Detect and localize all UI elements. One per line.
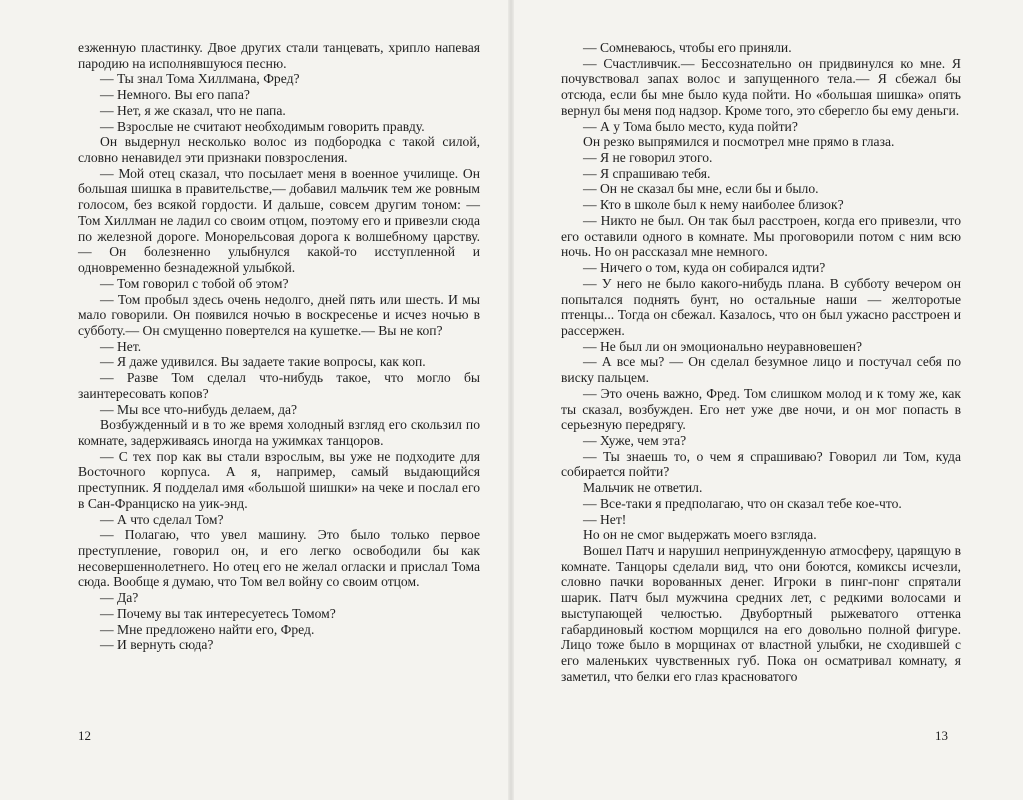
paragraph: — Да? bbox=[100, 590, 139, 606]
paragraph: — Счастливчик.— Бессознательно он придвинулся ко мне. Я почувствовал запах волос и запущенного тела.— Я сбежал бы отсюда, если бы мне было куда пойти. Но «большая шишка» опять вернул бы меня под надзор. Кроме того, это сберегло бы ему деньги. bbox=[561, 55, 961, 118]
paragraph: Мальчик не ответил. bbox=[583, 480, 703, 496]
paragraph: — Нет. bbox=[100, 338, 142, 354]
paragraph: — А все мы? — Он сделал безумное лицо и постучал себя по виску пальцем. bbox=[561, 354, 961, 386]
paragraph: — Нет! bbox=[583, 511, 627, 527]
paragraph: — У него не было какого-нибудь плана. В субботу вечером он попытался поднять бунт, но остальные наши — желторотые птенцы... Тогда он сбежал. Казалось, что он был ужасно расстроен и рассержен. bbox=[561, 275, 961, 338]
paragraph: — Мой отец сказал, что посылает меня в военное училище. Он большая шишка в правительстве,— добавил мальчик тем же ровным голосом, без всякой гордости. И дальше, совсем другим тоном: — Том Хиллман не ладил со своим отцом, поэтому его и привезли сюда по железной дороге. Монорельсовая дорога к волшебному царству.— Он болезненно улыбнулся какой-то исступленной и одновременно безнадежной улыбкой. bbox=[78, 165, 480, 276]
paragraph: — Том пробыл здесь очень недолго, дней пять или шесть. И мы мало говорили. Он появился ночью в воскресенье и исчез ночью в субботу.— Он смущенно повертелся на кушетке.— Вы не коп? bbox=[78, 291, 480, 338]
paragraph: — Хуже, чем эта? bbox=[583, 432, 687, 448]
paragraph: — Сомневаюсь, чтобы его приняли. bbox=[583, 40, 792, 55]
right-page-text bbox=[561, 40, 961, 684]
paragraph: — Полагаю, что увел машину. Это было только первое преступление, говорил он, и его легко освободили бы как несовершеннолетнего. Но отец его не желал огласки и прислал Тома сюда. Вообще я думаю, что Том вел войну со своим отцом. bbox=[78, 527, 480, 590]
left-page-text bbox=[78, 40, 480, 653]
paragraph: — И вернуть сюда? bbox=[100, 637, 214, 653]
paragraph: — Разве Том сделал что-нибудь такое, что могло бы заинтересовать копов? bbox=[78, 370, 480, 401]
paragraph: — Ты знал Тома Хиллмана, Фред? bbox=[100, 71, 300, 87]
paragraph: — Я спрашиваю тебя. bbox=[583, 165, 711, 181]
paragraph: — Мы все что-нибудь делаем, да? bbox=[100, 401, 298, 417]
paragraph: Но он не смог выдержать моего взгляда. bbox=[583, 527, 817, 543]
paragraph: — Ты знаешь то, о чем я спрашиваю? Говорил ли Том, куда собирается пойти? bbox=[561, 448, 961, 480]
book-gutter bbox=[508, 0, 514, 800]
paragraph: — Он не сказал бы мне, если бы и было. bbox=[583, 181, 819, 197]
paragraph: — Почему вы так интересуетесь Томом? bbox=[100, 605, 336, 621]
paragraph: — Кто в школе был к нему наиболее близок? bbox=[583, 197, 844, 213]
paragraph: — Не был ли он эмоционально неуравновешен? bbox=[583, 338, 863, 354]
paragraph: езженную пластинку. Двое других стали танцевать, хрипло напевая пародию на исполнявшуюся песню. bbox=[78, 40, 480, 71]
paragraph: Вошел Патч и нарушил непринужденную атмосферу, царящую в комнате. Танцоры сделали вид, что они боются, комиксы исчезли, словно пачки ворованных денег. Игроки в пинг-понг спрятали шарик. Патч был мужчина средних лет, с редкими волосами и выступающей челюстью. Двубортный рыжеватого оттенка габардиновый костюм морщился на его довольно полной фигуре. Лицо тоже было в морщинах от властной улыбки, не сходившей с его маленьких чувственных губ. Пока он осматривал комнату, я заметил, что белки его глаз красноватого bbox=[561, 543, 961, 684]
page-number-right: 13 bbox=[935, 728, 948, 743]
paragraph: — Нет, я же сказал, что не папа. bbox=[100, 102, 286, 118]
paragraph: — Я не говорил этого. bbox=[583, 150, 713, 166]
paragraph: — Ничего о том, куда он собирался идти? bbox=[583, 260, 826, 276]
paragraph: — Мне предложено найти его, Фред. bbox=[100, 621, 315, 637]
paragraph: — Это очень важно, Фред. Том слишком молод и к тому же, как ты сказал, возбужден. Его нет уже две ночи, и он мог попасть в серьезную передрягу. bbox=[561, 385, 961, 433]
paragraph: Он резко выпрямился и посмотрел мне прямо в глаза. bbox=[583, 134, 895, 150]
page-number-left: 12 bbox=[78, 728, 91, 743]
paragraph: — С тех пор как вы стали взрослым, вы уже не подходите для Восточного корпуса. А я, например, самый выдающийся преступник. Я подделал имя «большой шишки» на чеке и послал его в Сан-Франциско на уик-энд. bbox=[78, 448, 480, 511]
paragraph: — Все-таки я предполагаю, что он сказал тебе кое-что. bbox=[583, 495, 902, 511]
paragraph: — А что сделал Том? bbox=[100, 511, 224, 527]
paragraph: Возбужденный и в то же время холодный взгляд его скользил по комнате, задерживаясь иногда на ужимках танцоров. bbox=[78, 417, 480, 448]
paragraph: — Немного. Вы его папа? bbox=[100, 87, 250, 103]
paragraph: — Я даже удивился. Вы задаете такие вопросы, как коп. bbox=[100, 354, 426, 370]
paragraph: Он выдернул несколько волос из подбородка с такой силой, словно ненавидел эти признаки повзросления. bbox=[78, 134, 480, 166]
paragraph: — Никто не был. Он так был расстроен, когда его привезли, что его оставили одного в комнате. Мы проговорили потом с ним всю ночь. Но он рассказал мне немного. bbox=[561, 212, 961, 260]
paragraph: — Взрослые не считают необходимым говорить правду. bbox=[100, 118, 425, 134]
paragraph: — А у Тома было место, куда пойти? bbox=[583, 118, 798, 134]
paragraph: — Том говорил с тобой об этом? bbox=[100, 275, 289, 291]
